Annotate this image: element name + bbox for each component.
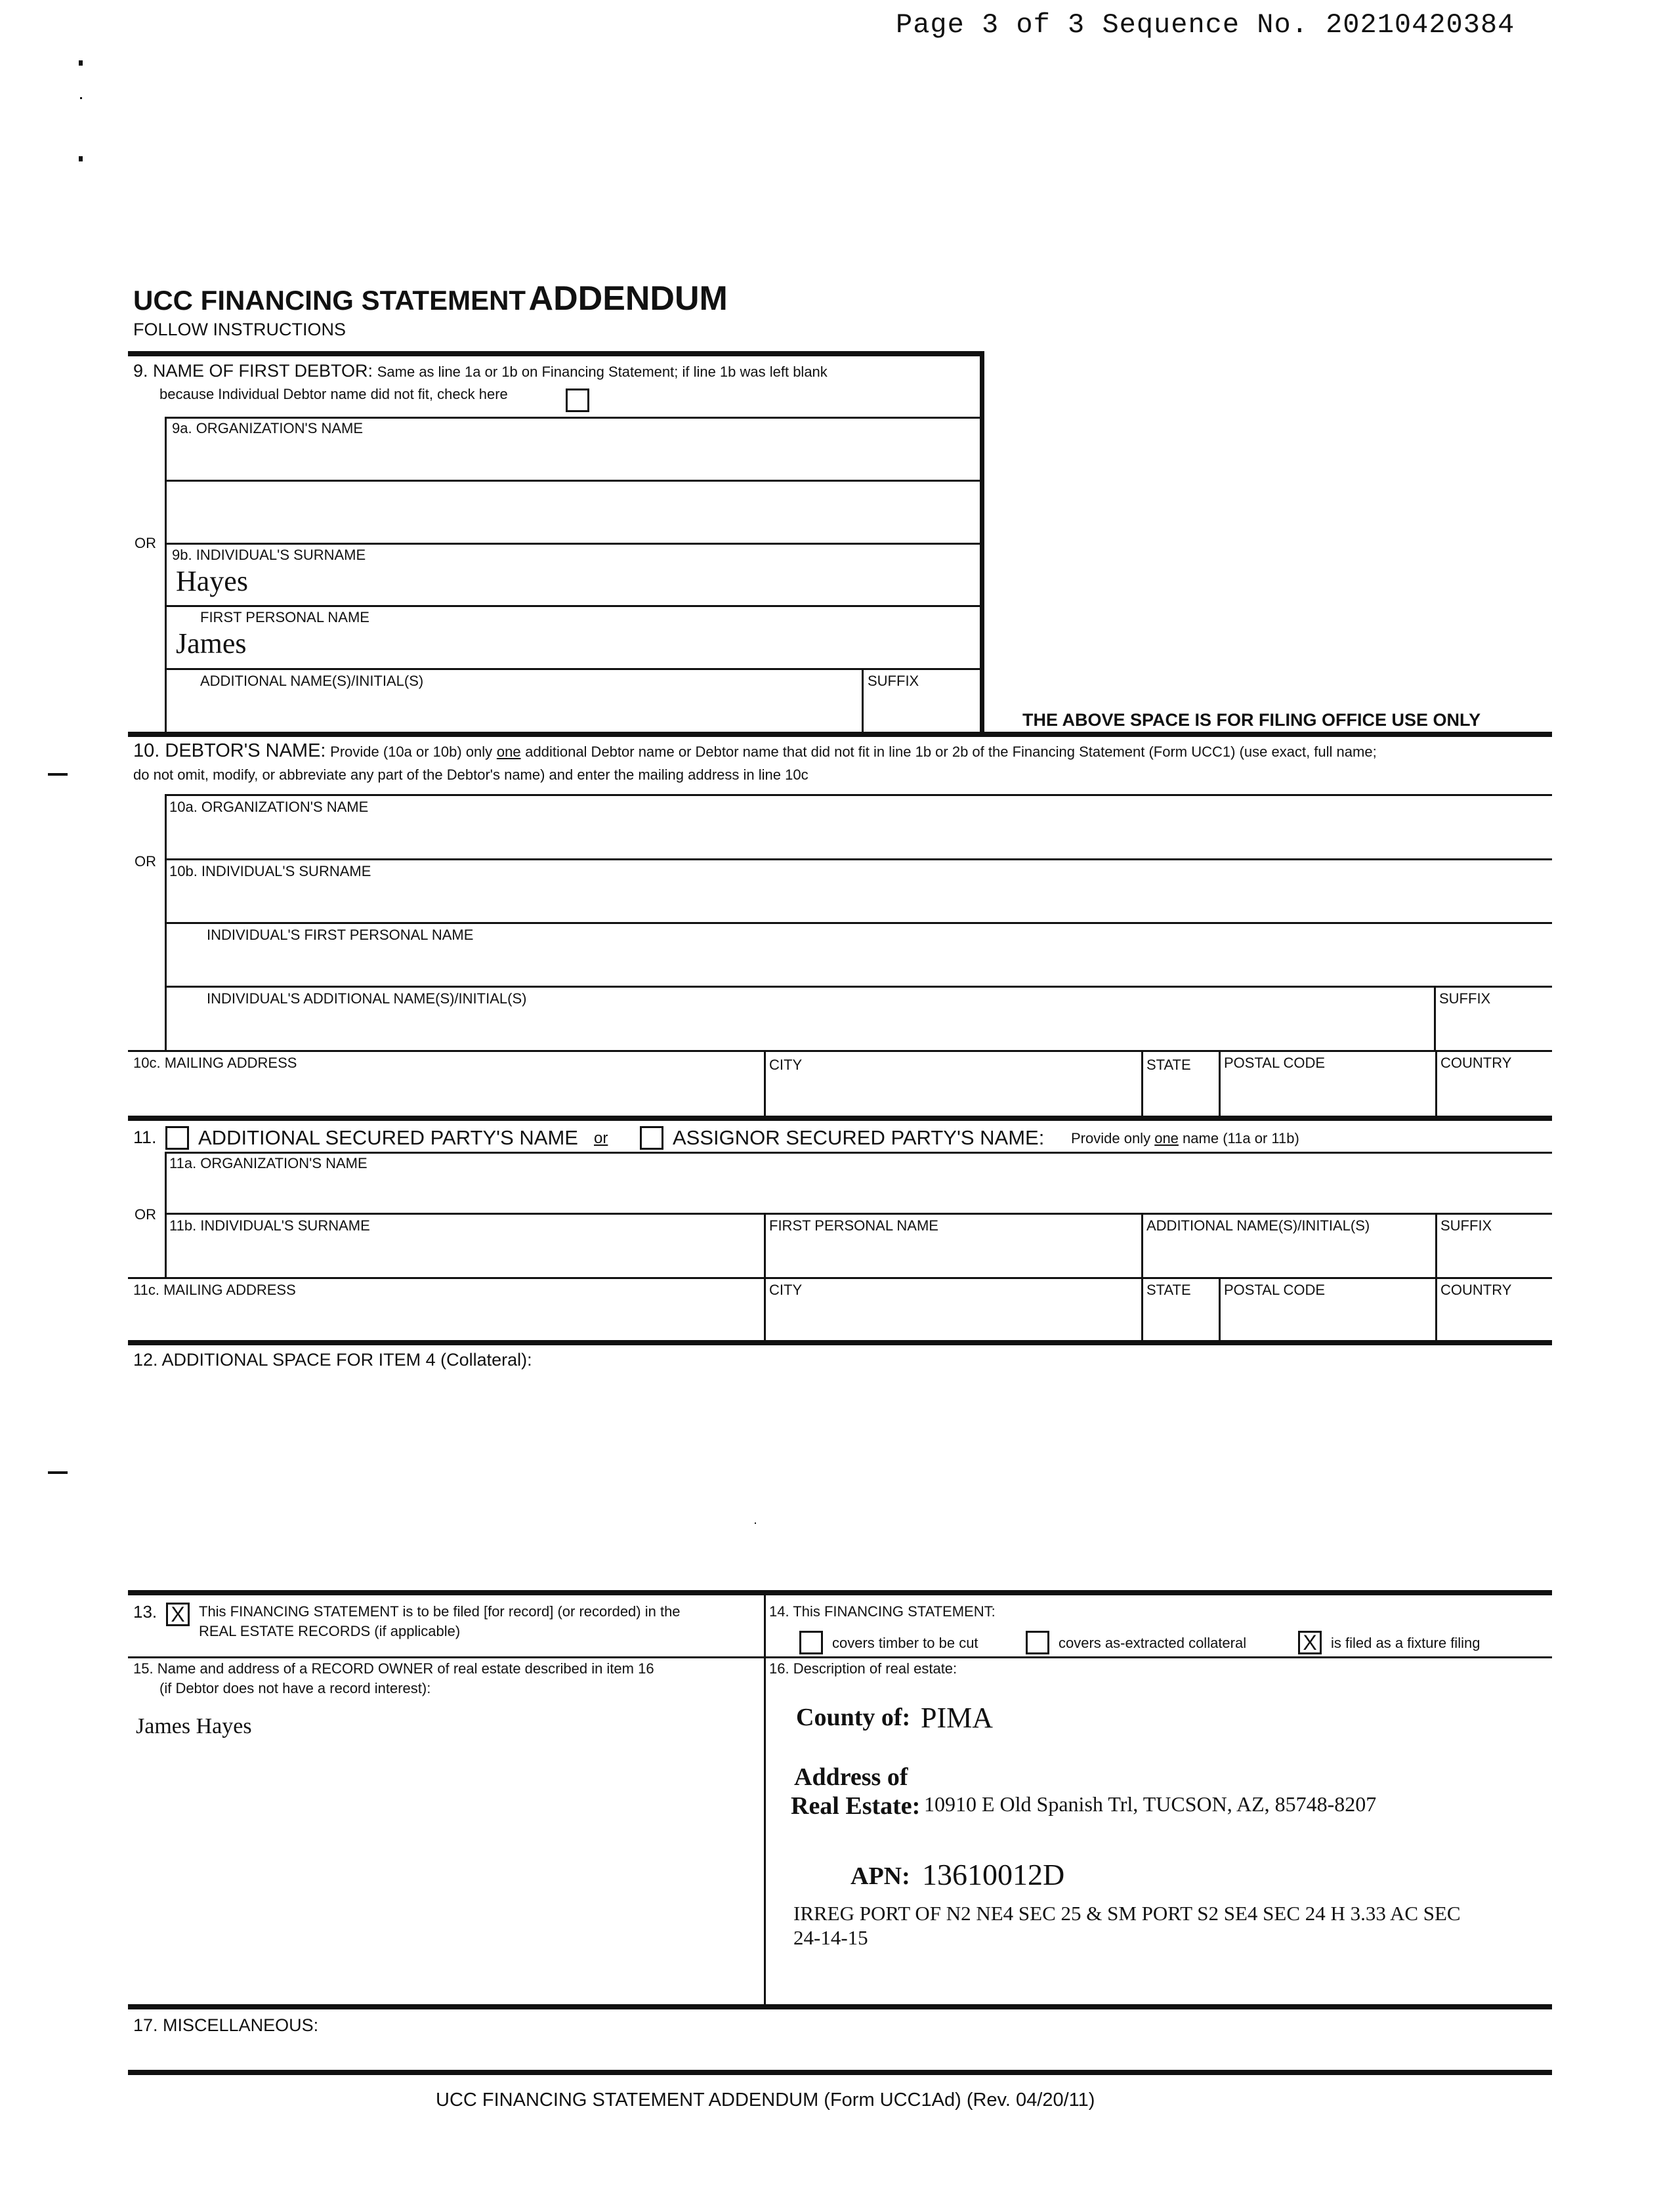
- item9-first-name-label: FIRST PERSONAL NAME: [200, 609, 369, 625]
- scan-speck: [79, 156, 83, 161]
- item10-rule: [165, 986, 1552, 988]
- item11-country-label: COUNTRY: [1440, 1282, 1512, 1298]
- form-title-addendum: ADDENDUM: [528, 280, 728, 318]
- item10-suffix-divider: [1434, 986, 1436, 1050]
- item11-additional-name-label: ADDITIONAL NAME(S)/INITIAL(S): [1146, 1217, 1370, 1234]
- filing-office-note: THE ABOVE SPACE IS FOR FILING OFFICE USE ONLY: [1022, 710, 1481, 730]
- form-footer: UCC FINANCING STATEMENT ADDENDUM (Form UCC1Ad) (Rev. 04/20/11): [436, 2090, 1095, 2110]
- item10-rule: [165, 858, 1552, 860]
- item11-state-label: STATE: [1146, 1282, 1191, 1298]
- item10-state-label: STATE: [1146, 1057, 1191, 1073]
- item14-label: 14. This FINANCING STATEMENT:: [769, 1603, 996, 1620]
- item11-provide-note: Provide only one name (11a or 11b): [1071, 1130, 1299, 1146]
- item13-top-rule: [128, 1590, 1552, 1595]
- item9-suffix-label: SUFFIX: [868, 673, 919, 689]
- item11-country-divider: [1435, 1277, 1437, 1341]
- item9-left-rule: [165, 417, 167, 737]
- item10a-org-label: 10a. ORGANIZATION'S NAME: [169, 799, 369, 815]
- item11-suffix-label: SUFFIX: [1440, 1217, 1492, 1234]
- item11-city-divider: [764, 1277, 766, 1341]
- item9-checkbox[interactable]: [566, 388, 589, 412]
- item10c-mailing-label: 10c. MAILING ADDRESS: [133, 1055, 297, 1071]
- item10-city-label: CITY: [769, 1057, 803, 1073]
- form-title: [133, 279, 728, 318]
- item9-label-line2: because Individual Debtor name did not fit, check here: [159, 386, 508, 402]
- fixture-filing-checkbox[interactable]: X: [1298, 1631, 1322, 1654]
- item10-country-divider: [1435, 1050, 1437, 1116]
- item10-postal-label: POSTAL CODE: [1224, 1055, 1326, 1071]
- item13-num: 13.: [133, 1602, 158, 1622]
- item13-checkbox[interactable]: X: [166, 1603, 190, 1626]
- item11-city-label: CITY: [769, 1282, 803, 1298]
- item10-first-name-label: INDIVIDUAL'S FIRST PERSONAL NAME: [207, 927, 474, 943]
- item9b-surname-label: 9b. INDIVIDUAL'S SURNAME: [172, 547, 366, 563]
- item17-top-rule: [128, 2004, 1552, 2009]
- item11-first-name-label: FIRST PERSONAL NAME: [769, 1217, 938, 1234]
- item11-postal-divider: [1219, 1277, 1221, 1341]
- item10-country-label: COUNTRY: [1440, 1055, 1512, 1071]
- item13-text-line2: REAL ESTATE RECORDS (if applicable): [199, 1623, 461, 1639]
- form-bottom-rule: [128, 2070, 1552, 2075]
- legal-description-line2: 24-14-15: [793, 1926, 868, 1949]
- scan-speck: [755, 1522, 756, 1524]
- real-estate-address-value: 10910 E Old Spanish Trl, TUCSON, AZ, 85748-8207: [924, 1792, 1377, 1816]
- item10-suffix-label: SUFFIX: [1439, 990, 1491, 1007]
- additional-secured-party-checkbox[interactable]: [165, 1126, 189, 1150]
- county-label: County of:: [796, 1704, 911, 1731]
- item12-label: 12. ADDITIONAL SPACE FOR ITEM 4 (Collateral):: [133, 1350, 532, 1370]
- item9-rule: [165, 543, 981, 545]
- item14-fixture-label: is filed as a fixture filing: [1331, 1635, 1480, 1651]
- item9a-org-label: 9a. ORGANIZATION'S NAME: [172, 420, 364, 436]
- scan-speck: [80, 97, 82, 99]
- address-label-line2: Real Estate:: [791, 1792, 921, 1820]
- item11c-mailing-label: 11c. MAILING ADDRESS: [133, 1282, 296, 1298]
- item12-top-rule: [128, 1340, 1552, 1345]
- item11-rule: [165, 1213, 1552, 1215]
- item10b-surname-label: 10b. INDIVIDUAL'S SURNAME: [169, 863, 371, 879]
- county-value: PIMA: [921, 1702, 994, 1734]
- item10-state-divider: [1141, 1050, 1143, 1116]
- item15-top-rule: [128, 1656, 1552, 1658]
- legal-description-line1: IRREG PORT OF N2 NE4 SEC 25 & SM PORT S2 SE4 SEC 24 H 3.33 AC SEC: [793, 1902, 1461, 1925]
- item11-state-divider: [1141, 1277, 1143, 1341]
- form-title-main: UCC FINANCING STATEMENT: [133, 285, 526, 316]
- item11-rule: [128, 1277, 1552, 1279]
- item9-label: 9. NAME OF FIRST DEBTOR: Same as line 1a or 1b on Financing Statement; if line 1b was left blank: [133, 361, 828, 381]
- apn-label: APN:: [850, 1862, 910, 1890]
- item10-rule: [165, 794, 1552, 796]
- item11-or-word: or: [594, 1129, 608, 1147]
- item9-rule: [165, 417, 981, 419]
- item11-rule: [165, 1152, 1552, 1154]
- item11-suffix-divider: [1435, 1213, 1437, 1277]
- item10-label: 10. DEBTOR'S NAME: Provide (10a or 10b) only one additional Debtor name or Debtor name that did not fit in line 1b or 2b of the Financing Statement (Form UCC1) (use exact, full name;: [133, 740, 1377, 761]
- item9-rule: [165, 480, 981, 482]
- item16-label: 16. Description of real estate:: [769, 1660, 957, 1677]
- item10-or-label: OR: [135, 853, 156, 870]
- as-extracted-checkbox[interactable]: [1026, 1631, 1049, 1654]
- item10-top-rule: [128, 732, 1552, 737]
- item13-text-line1: This FINANCING STATEMENT is to be filed [for record] (or recorded) in the: [199, 1603, 681, 1620]
- follow-instructions: FOLLOW INSTRUCTIONS: [133, 320, 346, 339]
- item9-additional-label: ADDITIONAL NAME(S)/INITIAL(S): [200, 673, 424, 689]
- item9-or-label: OR: [135, 535, 156, 551]
- scan-speck: [79, 60, 83, 66]
- item10-postal-divider: [1219, 1050, 1221, 1116]
- item9-top-rule: [128, 351, 983, 356]
- item17-label: 17. MISCELLANEOUS:: [133, 2015, 319, 2035]
- item10-rule: [128, 1050, 1552, 1052]
- item11a-org-label: 11a. ORGANIZATION'S NAME: [169, 1155, 368, 1171]
- debtor-surname-value: Hayes: [176, 565, 248, 597]
- item10-rule: [165, 922, 1552, 924]
- item9-rule: [165, 668, 981, 670]
- item13-14-divider: [764, 1590, 766, 2007]
- item14-timber-label: covers timber to be cut: [832, 1635, 978, 1651]
- debtor-first-name-value: James: [176, 627, 247, 660]
- item10-label-line2: do not omit, modify, or abbreviate any part of the Debtor's name) and enter the mailing address in line 10c: [133, 766, 808, 783]
- record-owner-value: James Hayes: [136, 1714, 252, 1738]
- item11-top-rule: [128, 1116, 1552, 1121]
- assignor-secured-party-checkbox[interactable]: [640, 1126, 663, 1150]
- item10-city-divider: [764, 1050, 766, 1116]
- item15-label-line1: 15. Name and address of a RECORD OWNER of real estate described in item 16: [133, 1660, 654, 1677]
- item11-additional-divider: [1141, 1213, 1143, 1277]
- item9-rule: [165, 605, 981, 607]
- item10-additional-label: INDIVIDUAL'S ADDITIONAL NAME(S)/INITIAL(S): [207, 990, 527, 1007]
- address-label-line1: Address of: [794, 1763, 908, 1791]
- item15-label-line2: (if Debtor does not have a record interest):: [159, 1680, 431, 1696]
- item11b-surname-label: 11b. INDIVIDUAL'S SURNAME: [169, 1217, 370, 1234]
- item11-left-rule: [165, 1213, 167, 1277]
- item11-or-label: OR: [135, 1206, 156, 1223]
- item11-assignor-label: ASSIGNOR SECURED PARTY'S NAME:: [673, 1126, 1045, 1149]
- item9-suffix-divider: [862, 668, 864, 737]
- item11-left-rule: [165, 1152, 167, 1213]
- item11-first-divider: [764, 1213, 766, 1277]
- margin-tick: [48, 773, 68, 776]
- margin-tick: [48, 1471, 68, 1474]
- apn-value: 13610012D: [922, 1858, 1065, 1891]
- timber-checkbox[interactable]: [799, 1631, 823, 1654]
- page-sequence-header: Page 3 of 3 Sequence No. 20210420384: [896, 9, 1515, 41]
- item11-additional-label: ADDITIONAL SECURED PARTY'S NAME: [198, 1126, 578, 1149]
- item14-extracted-label: covers as-extracted collateral: [1059, 1635, 1247, 1651]
- item11-num: 11.: [133, 1127, 157, 1147]
- item11-postal-label: POSTAL CODE: [1224, 1282, 1326, 1298]
